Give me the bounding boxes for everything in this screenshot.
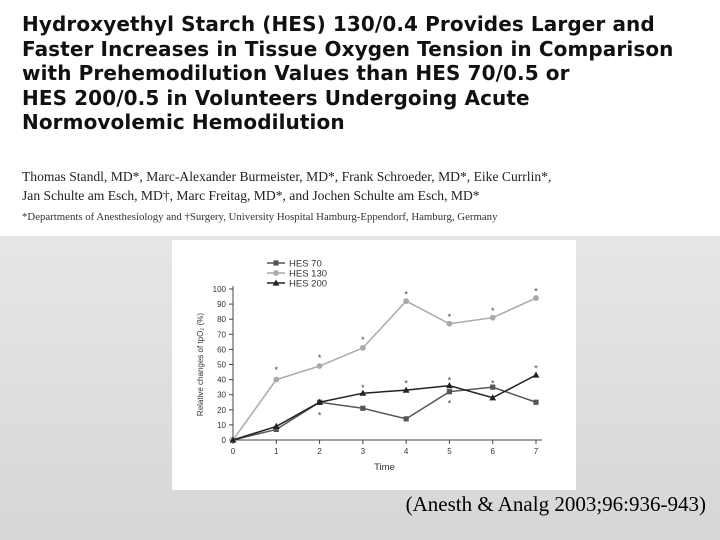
- paper-title: [22, 12, 702, 135]
- significance-marker: *: [404, 378, 408, 389]
- y-axis-title: Relative changes of tpO₂ (%): [196, 312, 205, 417]
- legend-label: HES 130: [289, 268, 328, 280]
- title-line: Normovolemic Hemodilution: [22, 110, 345, 134]
- significance-marker: *: [317, 410, 322, 421]
- author-line: Jan Schulte am Esch, MD†, Marc Freitag, MD*, and Jochen Schulte am Esch, MD*: [22, 188, 480, 203]
- x-tick-label: 4: [403, 447, 409, 456]
- y-tick-label: 90: [217, 300, 226, 310]
- title-line: Faster Increases in Tissue Oxygen Tension in Comparison: [22, 36, 674, 61]
- significance-marker: *: [317, 352, 322, 363]
- data-point: [317, 363, 323, 369]
- affiliation: *Departments of Anesthesiology and †Surgery, University Hospital Hamburg-Eppendorf, Hamburg, Germany: [22, 211, 498, 223]
- significance-marker: *: [490, 378, 495, 389]
- x-tick-label: 7: [533, 447, 539, 456]
- significance-marker: *: [361, 334, 365, 345]
- data-point: [360, 345, 366, 351]
- x-tick-label: 5: [447, 447, 452, 456]
- title-line: HES 200/0.5 in Volunteers Undergoing Acute: [22, 85, 530, 110]
- legend-label: HES 200: [289, 278, 328, 290]
- legend: [267, 259, 327, 290]
- y-tick-label: 60: [217, 345, 226, 355]
- title-line: Hydroxyethyl Starch (HES) 130/0.4 Provides Larger and: [22, 12, 655, 36]
- figure-panel: [172, 240, 576, 490]
- y-tick-label: 50: [217, 360, 226, 370]
- significance-marker: *: [447, 398, 452, 409]
- y-tick-label: 80: [217, 315, 226, 325]
- y-tick-label: 70: [217, 330, 226, 340]
- significance-marker: *: [447, 375, 452, 386]
- series-hes-70: [230, 385, 538, 443]
- x-tick-label: 1: [274, 447, 279, 456]
- significance-marker: *: [447, 312, 452, 323]
- paper-header: [0, 0, 720, 232]
- y-tick-label: 100: [212, 285, 226, 294]
- x-axis-title: Time: [374, 462, 395, 473]
- author-list: [22, 167, 712, 205]
- series-line: [233, 387, 536, 440]
- y-tick-label: 20: [217, 405, 226, 415]
- data-point: [273, 270, 279, 276]
- data-point: [404, 416, 409, 421]
- author-line: Thomas Standl, MD*, Marc-Alexander Burmeister, MD*, Frank Schroeder, MD*, Eike Currlin*,: [22, 169, 552, 184]
- data-point: [273, 377, 279, 383]
- significance-marker: *: [274, 365, 279, 376]
- significance-marker: *: [490, 306, 495, 317]
- x-tick-label: 3: [360, 447, 366, 456]
- legend-label: HES 70: [289, 258, 322, 270]
- y-tick-label: 10: [217, 420, 226, 430]
- significance-marker: *: [534, 363, 538, 374]
- citation: (Anesth & Analg 2003;96:936-943): [405, 492, 706, 516]
- y-tick-label: 0: [221, 436, 226, 445]
- significance-marker: *: [404, 289, 408, 300]
- x-tick-label: 6: [490, 447, 495, 456]
- significance-marker: *: [361, 383, 365, 394]
- data-point: [447, 389, 452, 394]
- y-tick-label: 40: [217, 375, 226, 385]
- tpo2-line-chart: [172, 240, 576, 490]
- title-line: with Prehemodilution Values than HES 70/0.5 or: [22, 61, 570, 85]
- data-point: [533, 400, 538, 405]
- significance-marker: *: [534, 286, 538, 297]
- x-tick-label: 0: [230, 447, 236, 456]
- data-point: [273, 260, 278, 265]
- x-tick-label: 2: [317, 447, 322, 456]
- y-tick-label: 30: [217, 390, 226, 400]
- data-point: [360, 406, 365, 411]
